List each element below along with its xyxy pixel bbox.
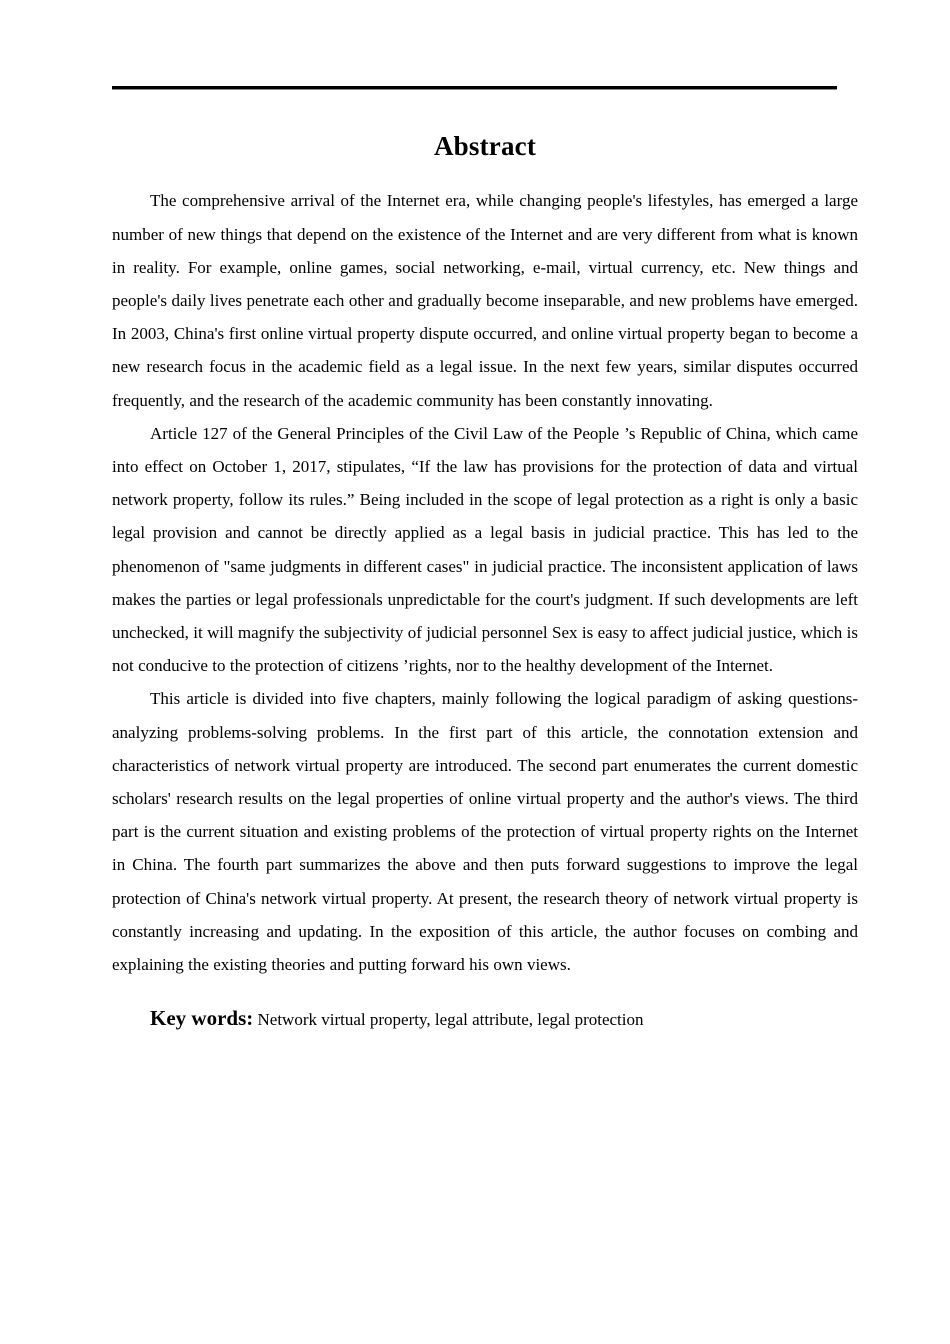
abstract-paragraph-1: The comprehensive arrival of the Internet era, while changing people's lifestyles, has emerged a large number of new things that depend on the existence of the Internet and are very different from what is known in reality. For example, online games, social networking, e-mail, virtual currency, etc. New things and people's daily lives penetrate each other and gradually become inseparable, and new problems have emerged. In 2003, China's first online virtual property dispute occurred, and online virtual property began to become a new research focus in the academic field as a legal issue. In the next few years, similar disputes occurred frequently, and the research of the academic community has been constantly innovating. [112,191,858,410]
keywords-line [112,1002,858,1036]
keywords-value: Network virtual property, legal attribute, legal protection [253,1010,644,1030]
abstract-paragraph-2: Article 127 of the General Principles of the Civil Law of the People ’s Republic of China, which came into effect on October 1, 2017, stipulates, “If the law has provisions for the protection of data and virtual network property, follow its rules.” Being included in the scope of legal protection as a right is only a basic legal provision and cannot be directly applied as a legal basis in judicial practice. This has led to the phenomenon of "same judgments in different cases" in judicial practice. The inconsistent application of laws makes the parties or legal professionals unpredictable for the court's judgment. If such developments are left unchecked, it will magnify the subjectivity of judicial personnel Sex is easy to affect judicial justice, which is not conducive to the protection of citizens ’rights, nor to the healthy development of the Internet. [112,423,858,676]
header-divider-rule [112,86,837,90]
document-content [112,130,858,1036]
abstract-paragraph-3: This article is divided into five chapters, mainly following the logical paradigm of asking questions-analyzing problems-solving problems. In the first part of this article, the connotation extension and characteristics of network virtual property are introduced. The second part enumerates the current domestic scholars' research results on the legal properties of online virtual property and the author's views. The third part is the current situation and existing problems of the protection of virtual property rights on the Internet in China. The fourth part summarizes the above and then puts forward suggestions to improve the legal protection of China's network virtual property. At present, the research theory of network virtual property is constantly increasing and updating. In the exposition of this article, the author focuses on combing and explaining the existing theories and putting forward his own views. [112,689,858,975]
keywords-label: Key words: [150,1006,254,1031]
page-title: Abstract [433,131,537,161]
